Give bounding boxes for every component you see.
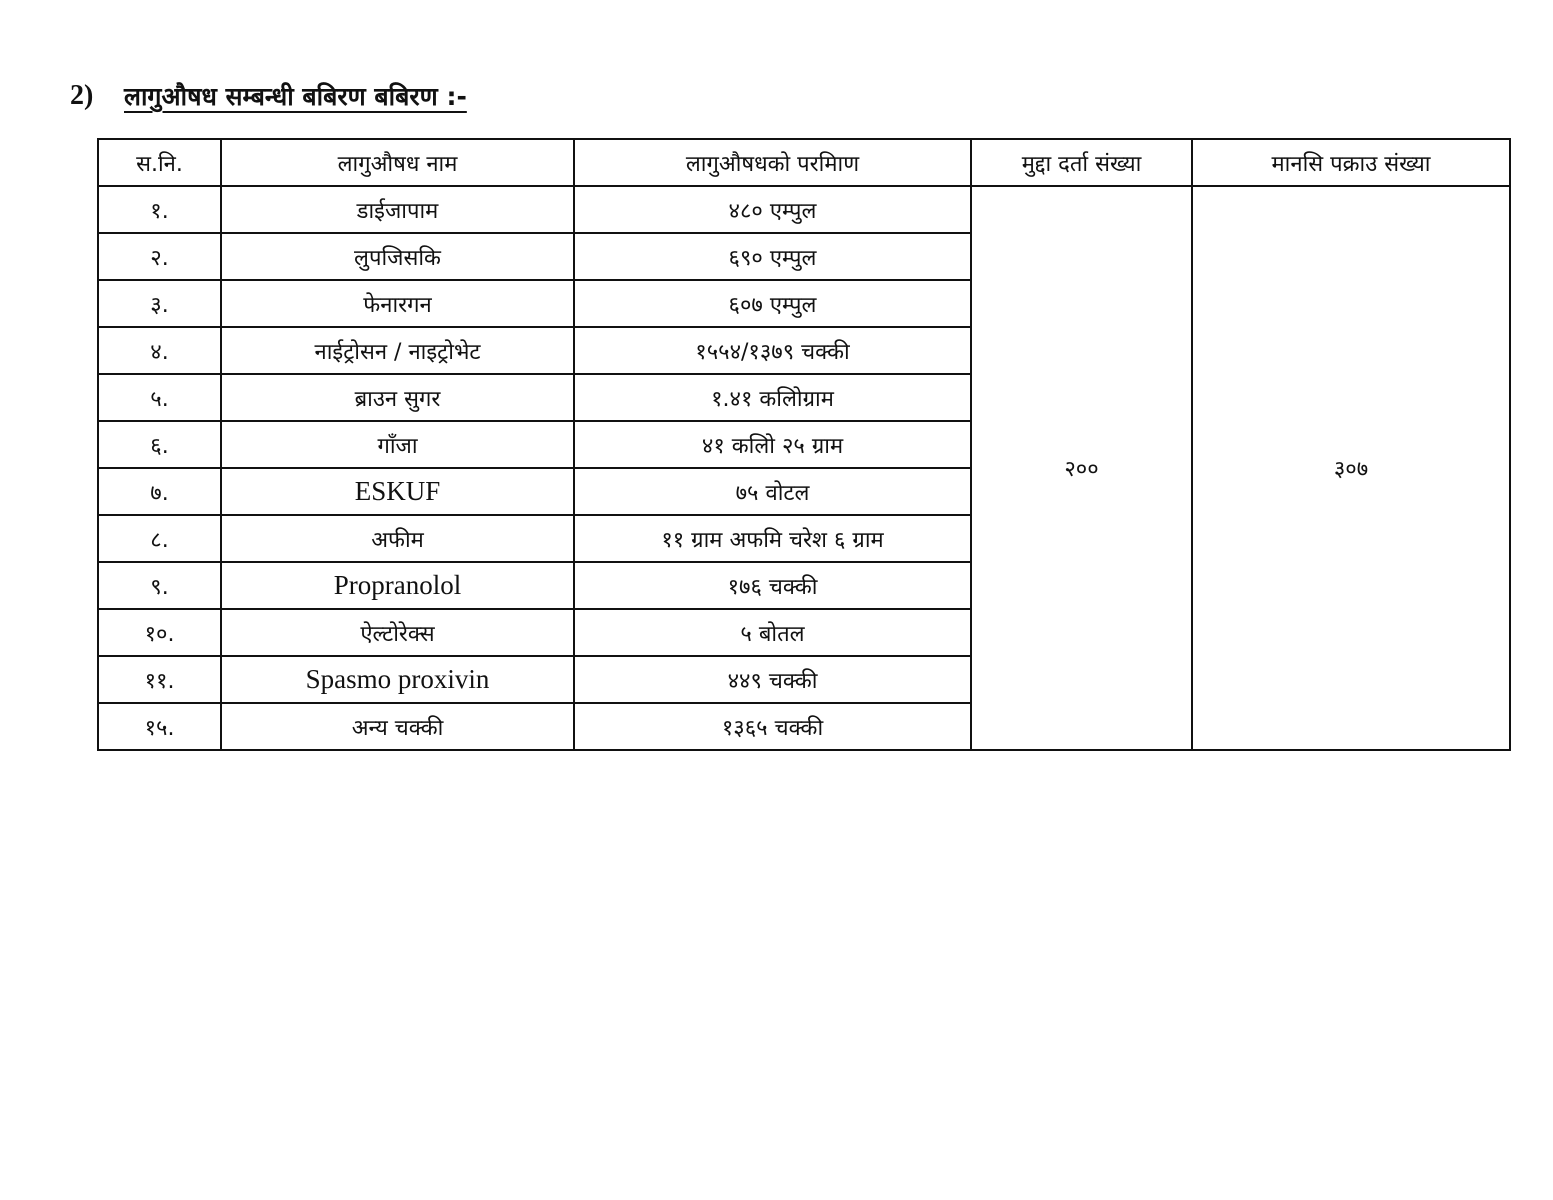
cell-drug-name: अफीम bbox=[221, 515, 574, 562]
cell-drug-name: Propranolol bbox=[221, 562, 574, 609]
cell-serial: ६. bbox=[98, 421, 221, 468]
cell-drug-quantity: १३६५ चक्की bbox=[574, 703, 971, 750]
cell-drug-name: Spasmo proxivin bbox=[221, 656, 574, 703]
cell-drug-quantity: ४४९ चक्की bbox=[574, 656, 971, 703]
cell-drug-quantity: ४८० एम्पुल bbox=[574, 186, 971, 233]
cell-cases-registered: २०० bbox=[971, 186, 1192, 750]
cell-serial: ७. bbox=[98, 468, 221, 515]
cell-drug-quantity: १७६ चक्की bbox=[574, 562, 971, 609]
cell-drug-name: फेनारगन bbox=[221, 280, 574, 327]
cell-serial: ४. bbox=[98, 327, 221, 374]
header-persons-arrested: मानसि पक्राउ संख्या bbox=[1192, 139, 1510, 186]
cell-drug-name: लुपजिसकि bbox=[221, 233, 574, 280]
section-number: 2) bbox=[70, 80, 94, 111]
cell-drug-quantity: ५ बोतल bbox=[574, 609, 971, 656]
cell-serial: ९. bbox=[98, 562, 221, 609]
header-serial: स.नि. bbox=[98, 139, 221, 186]
cell-drug-name: ऐल्टोरेक्स bbox=[221, 609, 574, 656]
table-row bbox=[98, 186, 1510, 233]
cell-drug-name: अन्य चक्की bbox=[221, 703, 574, 750]
cell-drug-quantity: १.४१ कलिोग्राम bbox=[574, 374, 971, 421]
cell-serial: ८. bbox=[98, 515, 221, 562]
cell-serial: १५. bbox=[98, 703, 221, 750]
cell-drug-quantity: ६९० एम्पुल bbox=[574, 233, 971, 280]
cell-drug-name: ब्राउन सुगर bbox=[221, 374, 574, 421]
cell-drug-name: गाँजा bbox=[221, 421, 574, 468]
cell-drug-quantity: ७५ वोटल bbox=[574, 468, 971, 515]
cell-drug-quantity: १५५४/१३७९ चक्की bbox=[574, 327, 971, 374]
cell-serial: २. bbox=[98, 233, 221, 280]
section-title: लागुऔषध सम्बन्धी बबिरण बबिरण :- bbox=[124, 82, 467, 111]
cell-serial: १०. bbox=[98, 609, 221, 656]
cell-serial: १. bbox=[98, 186, 221, 233]
cell-drug-quantity: ४१ कलिो २५ ग्राम bbox=[574, 421, 971, 468]
cell-serial: ५. bbox=[98, 374, 221, 421]
cell-persons-arrested: ३०७ bbox=[1192, 186, 1510, 750]
cell-drug-name: ESKUF bbox=[221, 468, 574, 515]
cell-serial: ३. bbox=[98, 280, 221, 327]
section-heading bbox=[70, 74, 467, 118]
cell-serial: ११. bbox=[98, 656, 221, 703]
header-drug-name: लागुऔषध नाम bbox=[221, 139, 574, 186]
cell-drug-quantity: ६०७ एम्पुल bbox=[574, 280, 971, 327]
header-drug-quantity: लागुऔषधको परमिाण bbox=[574, 139, 971, 186]
drug-seizure-table bbox=[97, 138, 1511, 751]
cell-drug-name: नाईट्रोसन / नाइट्रोभेट bbox=[221, 327, 574, 374]
cell-drug-quantity: ११ ग्राम अफमि चरेश ६ ग्राम bbox=[574, 515, 971, 562]
table-header-row bbox=[98, 139, 1510, 186]
header-cases-registered: मुद्दा दर्ता संख्या bbox=[971, 139, 1192, 186]
cell-drug-name: डाईजापाम bbox=[221, 186, 574, 233]
